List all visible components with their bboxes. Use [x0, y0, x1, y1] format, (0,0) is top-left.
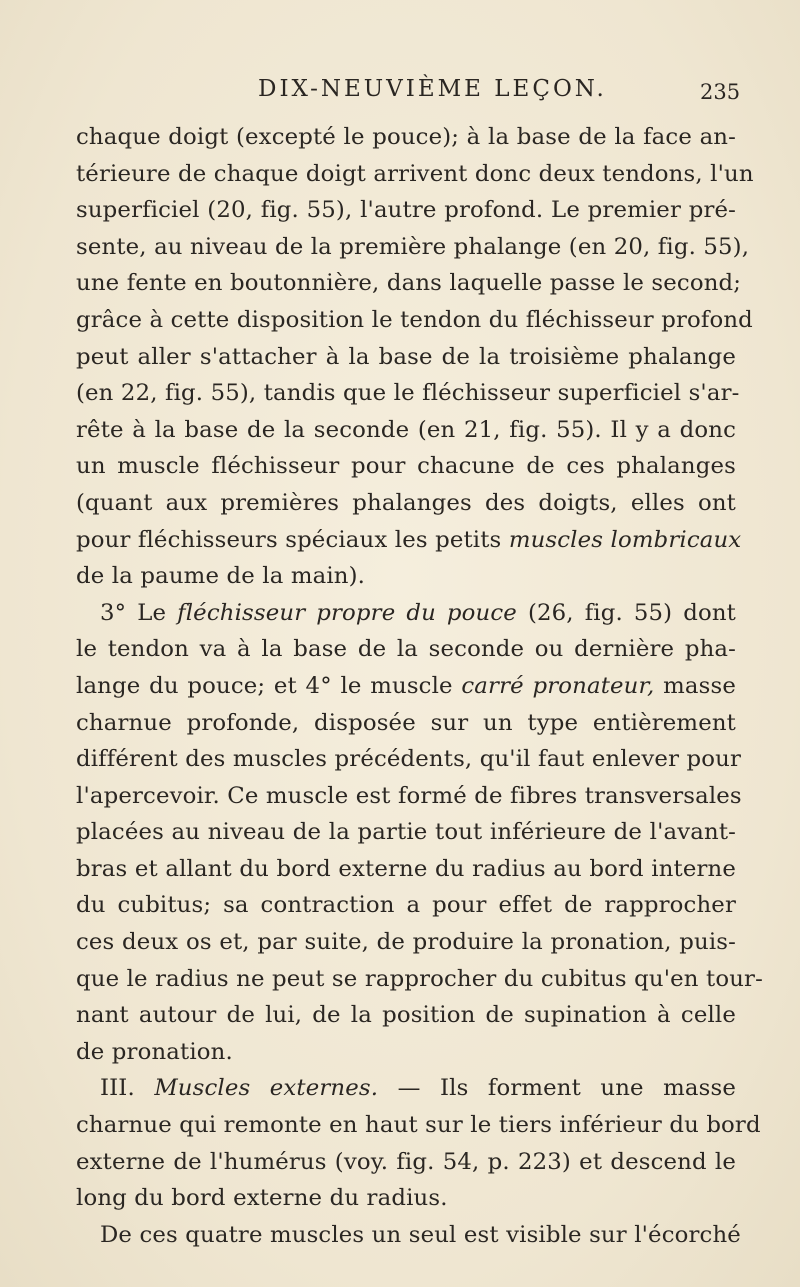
italic-term: muscles lombricaux — [508, 526, 742, 553]
text-line: placées au niveau de la partie tout inférieure de l'avant- — [76, 819, 736, 846]
text-line: le tendon va à la base de la seconde ou dernière pha- — [76, 636, 736, 663]
text-segment: 3° Le — [100, 599, 178, 626]
text-line: de la paume de la main). — [76, 563, 366, 590]
text-line: du cubitus; sa contraction a pour effet de rapprocher — [76, 892, 736, 919]
italic-term: carré pronateur, — [461, 672, 655, 699]
page-number: 235 — [700, 80, 741, 104]
running-title: DIX-NEUVIÈME LEÇON. — [258, 76, 607, 102]
body-text — [76, 119, 763, 1253]
text-line: grâce à cette disposition le tendon du fléchisseur profond — [76, 306, 753, 333]
text-segment: III. — [100, 1075, 155, 1102]
text-segment: lange du pouce; et 4° le muscle — [76, 672, 462, 699]
text-line: externe de l'humérus (voy. fig. 54, p. 223) et descend le — [76, 1148, 736, 1175]
text-segment: (26, fig. 55) dont — [516, 599, 736, 626]
text-line: térieure de chaque doigt arrivent donc deux tendons, l'un — [76, 160, 754, 187]
text-line: bras et allant du bord externe du radius au bord interne — [76, 855, 736, 882]
text-line: superficiel (20, fig. 55), l'autre profond. Le premier pré- — [76, 197, 736, 224]
text-line: long du bord externe du radius. — [76, 1185, 448, 1212]
text-line: (en 22, fig. 55), tandis que le fléchisseur superficiel s'ar- — [76, 380, 740, 407]
text-line — [76, 522, 742, 559]
text-line: charnue qui remonte en haut sur le tiers inférieur du bord — [76, 1112, 761, 1139]
italic-term: fléchisseur propre du pouce — [177, 599, 517, 626]
text-line: rête à la base de la seconde (en 21, fig. 55). Il y a donc — [76, 416, 736, 443]
text-segment: pour fléchisseurs spéciaux les petits — [76, 526, 509, 553]
text-line — [76, 1070, 736, 1107]
text-line: nant autour de lui, de la position de supination à celle — [76, 1002, 736, 1029]
text-line: que le radius ne peut se rapprocher du cubitus qu'en tour- — [76, 965, 763, 992]
italic-term: Muscles externes. — [154, 1075, 379, 1102]
text-line — [76, 595, 736, 632]
text-line: l'apercevoir. Ce muscle est formé de fibres transversales — [76, 782, 742, 809]
text-line: De ces quatre muscles un seul est visible sur l'écorché — [100, 1221, 741, 1248]
text-line: (quant aux premières phalanges des doigts, elles ont — [76, 489, 736, 516]
text-line: peut aller s'attacher à la base de la troisième phalange — [76, 343, 736, 370]
text-line: ces deux os et, par suite, de produire la pronation, puis- — [76, 929, 736, 956]
running-head — [0, 76, 800, 110]
text-line: un muscle fléchisseur pour chacune de ces phalanges — [76, 453, 736, 480]
text-line: différent des muscles précédents, qu'il faut enlever pour — [76, 746, 742, 773]
text-line: charnue profonde, disposée sur un type entièrement — [76, 709, 736, 736]
text-line: chaque doigt (excepté le pouce); à la base de la face an- — [76, 124, 736, 150]
text-line — [76, 668, 736, 705]
text-segment: — Ils forment une masse — [378, 1075, 736, 1102]
text-segment: masse — [654, 672, 736, 699]
text-line: une fente en boutonnière, dans laquelle passe le second; — [76, 270, 742, 297]
text-line: sente, au niveau de la première phalange (en 20, fig. 55), — [76, 233, 750, 260]
text-line: de pronation. — [76, 1038, 233, 1065]
